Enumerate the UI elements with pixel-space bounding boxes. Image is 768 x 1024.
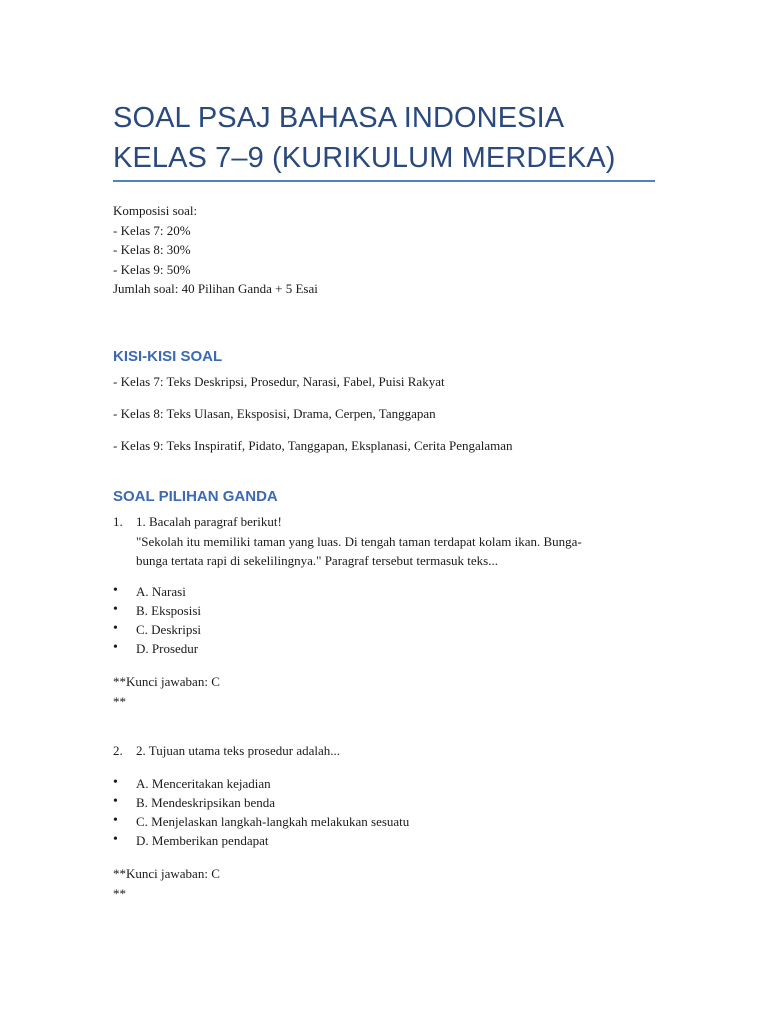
question-number: 1. — [113, 514, 123, 529]
kisi-item: - Kelas 9: Teks Inspiratif, Pidato, Tanggapan, Eksplanasi, Cerita Pengalaman — [113, 438, 513, 453]
question-line: 2. Tujuan utama teks prosedur adalah... — [136, 743, 340, 758]
bullet-icon: • — [113, 583, 118, 598]
composition-heading: Komposisi soal: — [113, 203, 198, 218]
bullet-icon: • — [113, 775, 118, 790]
document-page: SOAL PSAJ BAHASA INDONESIA KELAS 7–9 (KURIKULUM MERDEKA) Komposisi soal: - Kelas 7: 20% - Kelas 8: 30% - Kelas 9: 50% Jumlah soal: 40 Pilihan Ganda + 5 Esai KISI-KISI SOAL - Kelas 7: Teks Deskripsi, Prosedur, Narasi, Fabel, Puisi Rakyat - Kelas 8: Teks Ulasan, Eksposisi, Drama, Cerpen, Tanggapan - Kelas 9: Teks Inspiratif, Pidato, Tanggapan, Eksplanasi, Cerita Pengalaman SOAL PILIHAN GANDA 1. 1. Bacalah paragraf berikut! "Sekolah itu memiliki taman yang luas. Di tengah taman terdapat kolam ikan. Bunga- bunga tertata rapi di sekelilingnya." Paragraf tersebut termasuk teks... • A. Narasi • B. Eksposisi • C. Deskripsi • D. Prosedur **Kunci jawaban: C ** 2. 2. Tujuan utama teks prosedur adalah... • A. Menceritakan kejadian • B. Mendeskripsikan benda • C. Menjelaskan langkah-langkah melakukan sesuatu • D. Memberikan pendapat **Kunci jawaban: C ** — [0, 0, 768, 1024]
question-2 — [113, 741, 653, 761]
answer-key — [113, 864, 220, 903]
bullet-icon: • — [113, 621, 118, 636]
kisi-item: - Kelas 7: Teks Deskripsi, Prosedur, Narasi, Fabel, Puisi Rakyat — [113, 374, 445, 389]
question-line: "Sekolah itu memiliki taman yang luas. Di tengah taman terdapat kolam ikan. Bunga- — [136, 533, 582, 549]
composition-line: - Kelas 9: 50% — [113, 261, 191, 277]
answer-key-line: **Kunci jawaban: C — [113, 674, 220, 689]
answer-key-line: **Kunci jawaban: C — [113, 866, 220, 881]
answer-key-line: ** — [113, 693, 126, 709]
composition-total: Jumlah soal: 40 Pilihan Ganda + 5 Esai — [113, 281, 318, 296]
bullet-icon: • — [113, 640, 118, 655]
kisi-item: - Kelas 8: Teks Ulasan, Eksposisi, Drama, Cerpen, Tanggapan — [113, 406, 436, 421]
composition-line: - Kelas 7: 20% — [113, 222, 191, 238]
bullet-icon: • — [113, 813, 118, 828]
question-text — [136, 741, 646, 761]
title-underline — [113, 180, 655, 182]
answer-key-line: ** — [113, 885, 126, 901]
answer-key — [113, 672, 220, 711]
bullet-icon: • — [113, 602, 118, 617]
question-number: 2. — [113, 743, 123, 758]
question-1 — [113, 512, 653, 572]
kisi-heading: KISI-KISI SOAL — [113, 348, 223, 365]
bullet-icon: • — [113, 794, 118, 809]
composition-line: - Kelas 8: 30% — [113, 242, 191, 257]
question-text — [136, 512, 646, 571]
question-line: 1. Bacalah paragraf berikut! — [136, 514, 282, 529]
question-line: bunga tertata rapi di sekelilingnya." Paragraf tersebut termasuk teks... — [136, 553, 498, 568]
page-title: SOAL PSAJ BAHASA INDONESIA KELAS 7–9 (KURIKULUM MERDEKA) — [113, 102, 616, 174]
bullet-icon: • — [113, 832, 118, 847]
composition-block — [113, 201, 318, 299]
pg-heading: SOAL PILIHAN GANDA — [113, 488, 278, 505]
